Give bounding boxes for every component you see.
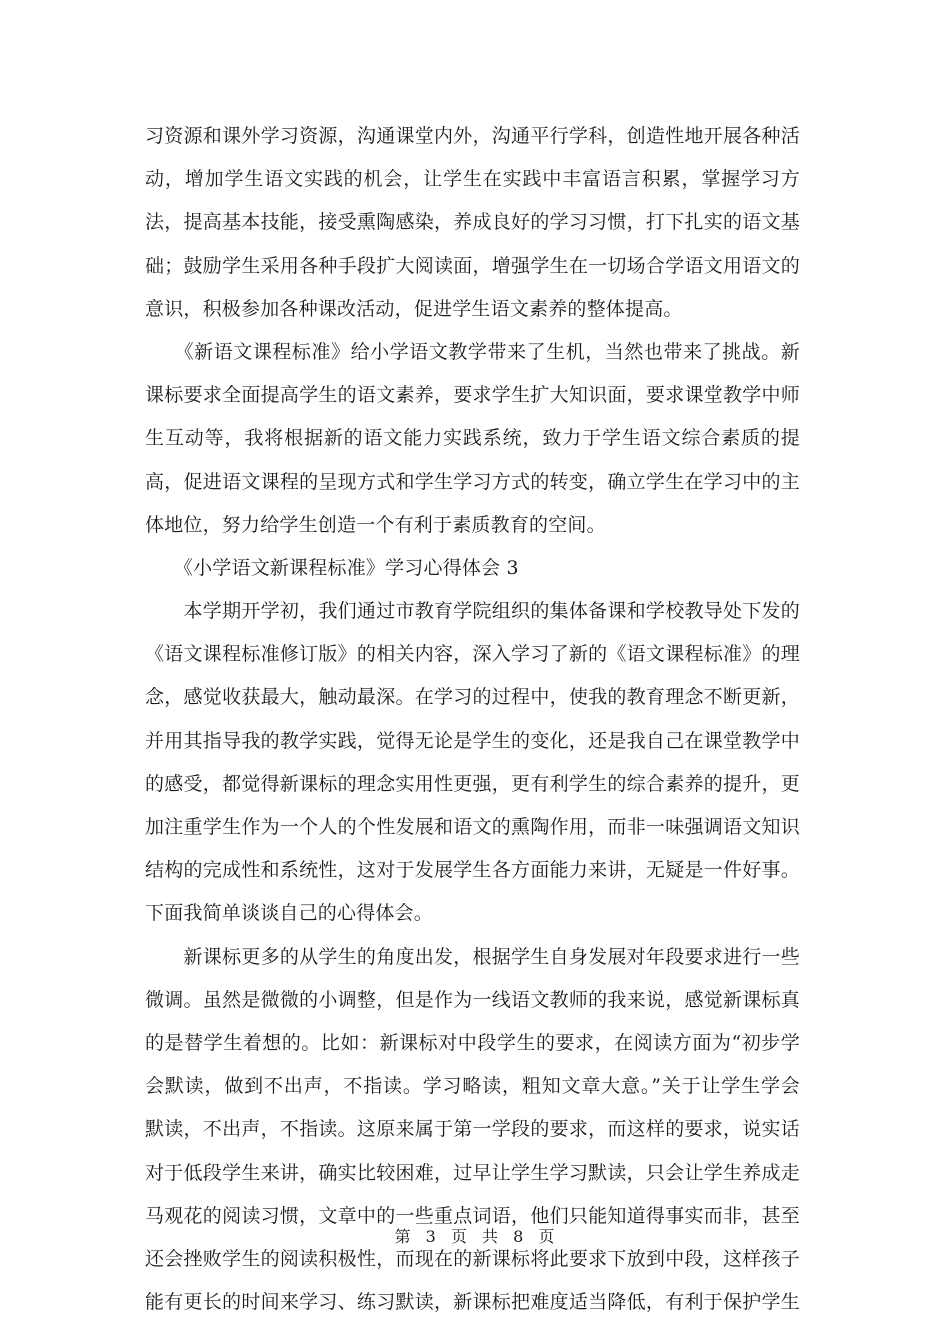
text-line: 《语文课程标准修订版》的相关内容，深入学习了新的《语文课程标准》的理: [145, 643, 800, 666]
page-number-footer: 第 3 页 共 8 页: [394, 1227, 556, 1246]
text-line: 《新语文课程标准》给小学语文教学带来了生机，当然也带来了挑战。新: [145, 340, 800, 363]
text-line: 加注重学生作为一个人的个性发展和语文的熏陶作用，而非一味强调语文知识: [145, 816, 800, 838]
text-line: 新课标更多的从学生的角度出发，根据学生自身发展对年段要求进行一些: [145, 945, 800, 968]
text-line: 对于低段学生来讲，确实比较困难，过早让学生学习默读，只会让学生养成走: [145, 1161, 800, 1184]
text-line: 生互动等，我将根据新的语文能力实践系统，致力于学生语文综合素质的提: [145, 427, 800, 450]
text-line: 还会挫败学生的阅读积极性，而现在的新课标将此要求下放到中段，这样孩子: [145, 1247, 800, 1270]
text-line: 法，提高基本技能，接受熏陶感染，养成良好的学习习惯，打下扎实的语文基: [145, 211, 800, 234]
text-line: 微调。虽然是微微的小调整，但是作为一线语文教师的我来说，感觉新课标真: [145, 988, 800, 1011]
text-line: 体地位，努力给学生创造一个有利于素质教育的空间。: [145, 513, 606, 536]
text-line: 能有更长的时间来学习、练习默读，新课标把难度适当降低，有利于保护学生: [145, 1291, 800, 1314]
section-heading: 《小学语文新课程标准》学习心得体会 3: [145, 556, 519, 579]
text-line: 习资源和课外学习资源，沟通课堂内外，沟通平行学科，创造性地开展各种活: [145, 125, 800, 147]
text-line: 意识，积极参加各种课改活动，促进学生语文素养的整体提高。: [145, 297, 683, 320]
text-line: 默读，不出声，不指读。这原来属于第一学段的要求，而这样的要求，说实话: [145, 1118, 800, 1141]
text-line: 下面我简单谈谈自己的心得体会。: [145, 902, 434, 925]
text-line: 础；鼓励学生采用各种手段扩大阅读面，增强学生在一切场合学语文用语文的: [145, 254, 800, 277]
document-body: [145, 115, 800, 1324]
text-line: 马观花的阅读习惯，文章中的一些重点词语，他们只能知道得事实而非，甚至: [145, 1204, 800, 1227]
text-line: 动，增加学生语文实践的机会，让学生在实践中丰富语言积累，掌握学习方: [145, 168, 800, 191]
text-line: 本学期开学初，我们通过市教育学院组织的集体备课和学校教导处下发的: [145, 600, 800, 623]
text-line: 高，促进语文课程的呈现方式和学生学习方式的转变，确立学生在学习中的主: [145, 470, 800, 493]
text-line: 念，感觉收获最大，触动最深。在学习的过程中，使我的教育理念不断更新，: [145, 686, 800, 709]
text-line: 结构的完成性和系统性，这对于发展学生各方面能力来讲，无疑是一件好事。: [145, 859, 800, 882]
text-line: 课标要求全面提高学生的语文素养，要求学生扩大知识面，要求课堂教学中师: [145, 384, 800, 407]
text-line: 的是替学生着想的。比如：新课标对中段学生的要求，在阅读方面为“初步学: [145, 1031, 800, 1054]
text-line: 的感受，都觉得新课标的理念实用性更强，更有利学生的综合素养的提升，更: [145, 772, 800, 795]
text-line: 会默读，做到不出声，不指读。学习略读，粗知文章大意。”关于让学生学会: [145, 1075, 800, 1098]
text-line: 并用其指导我的教学实践，觉得无论是学生的变化，还是我自己在课堂教学中: [145, 729, 800, 752]
